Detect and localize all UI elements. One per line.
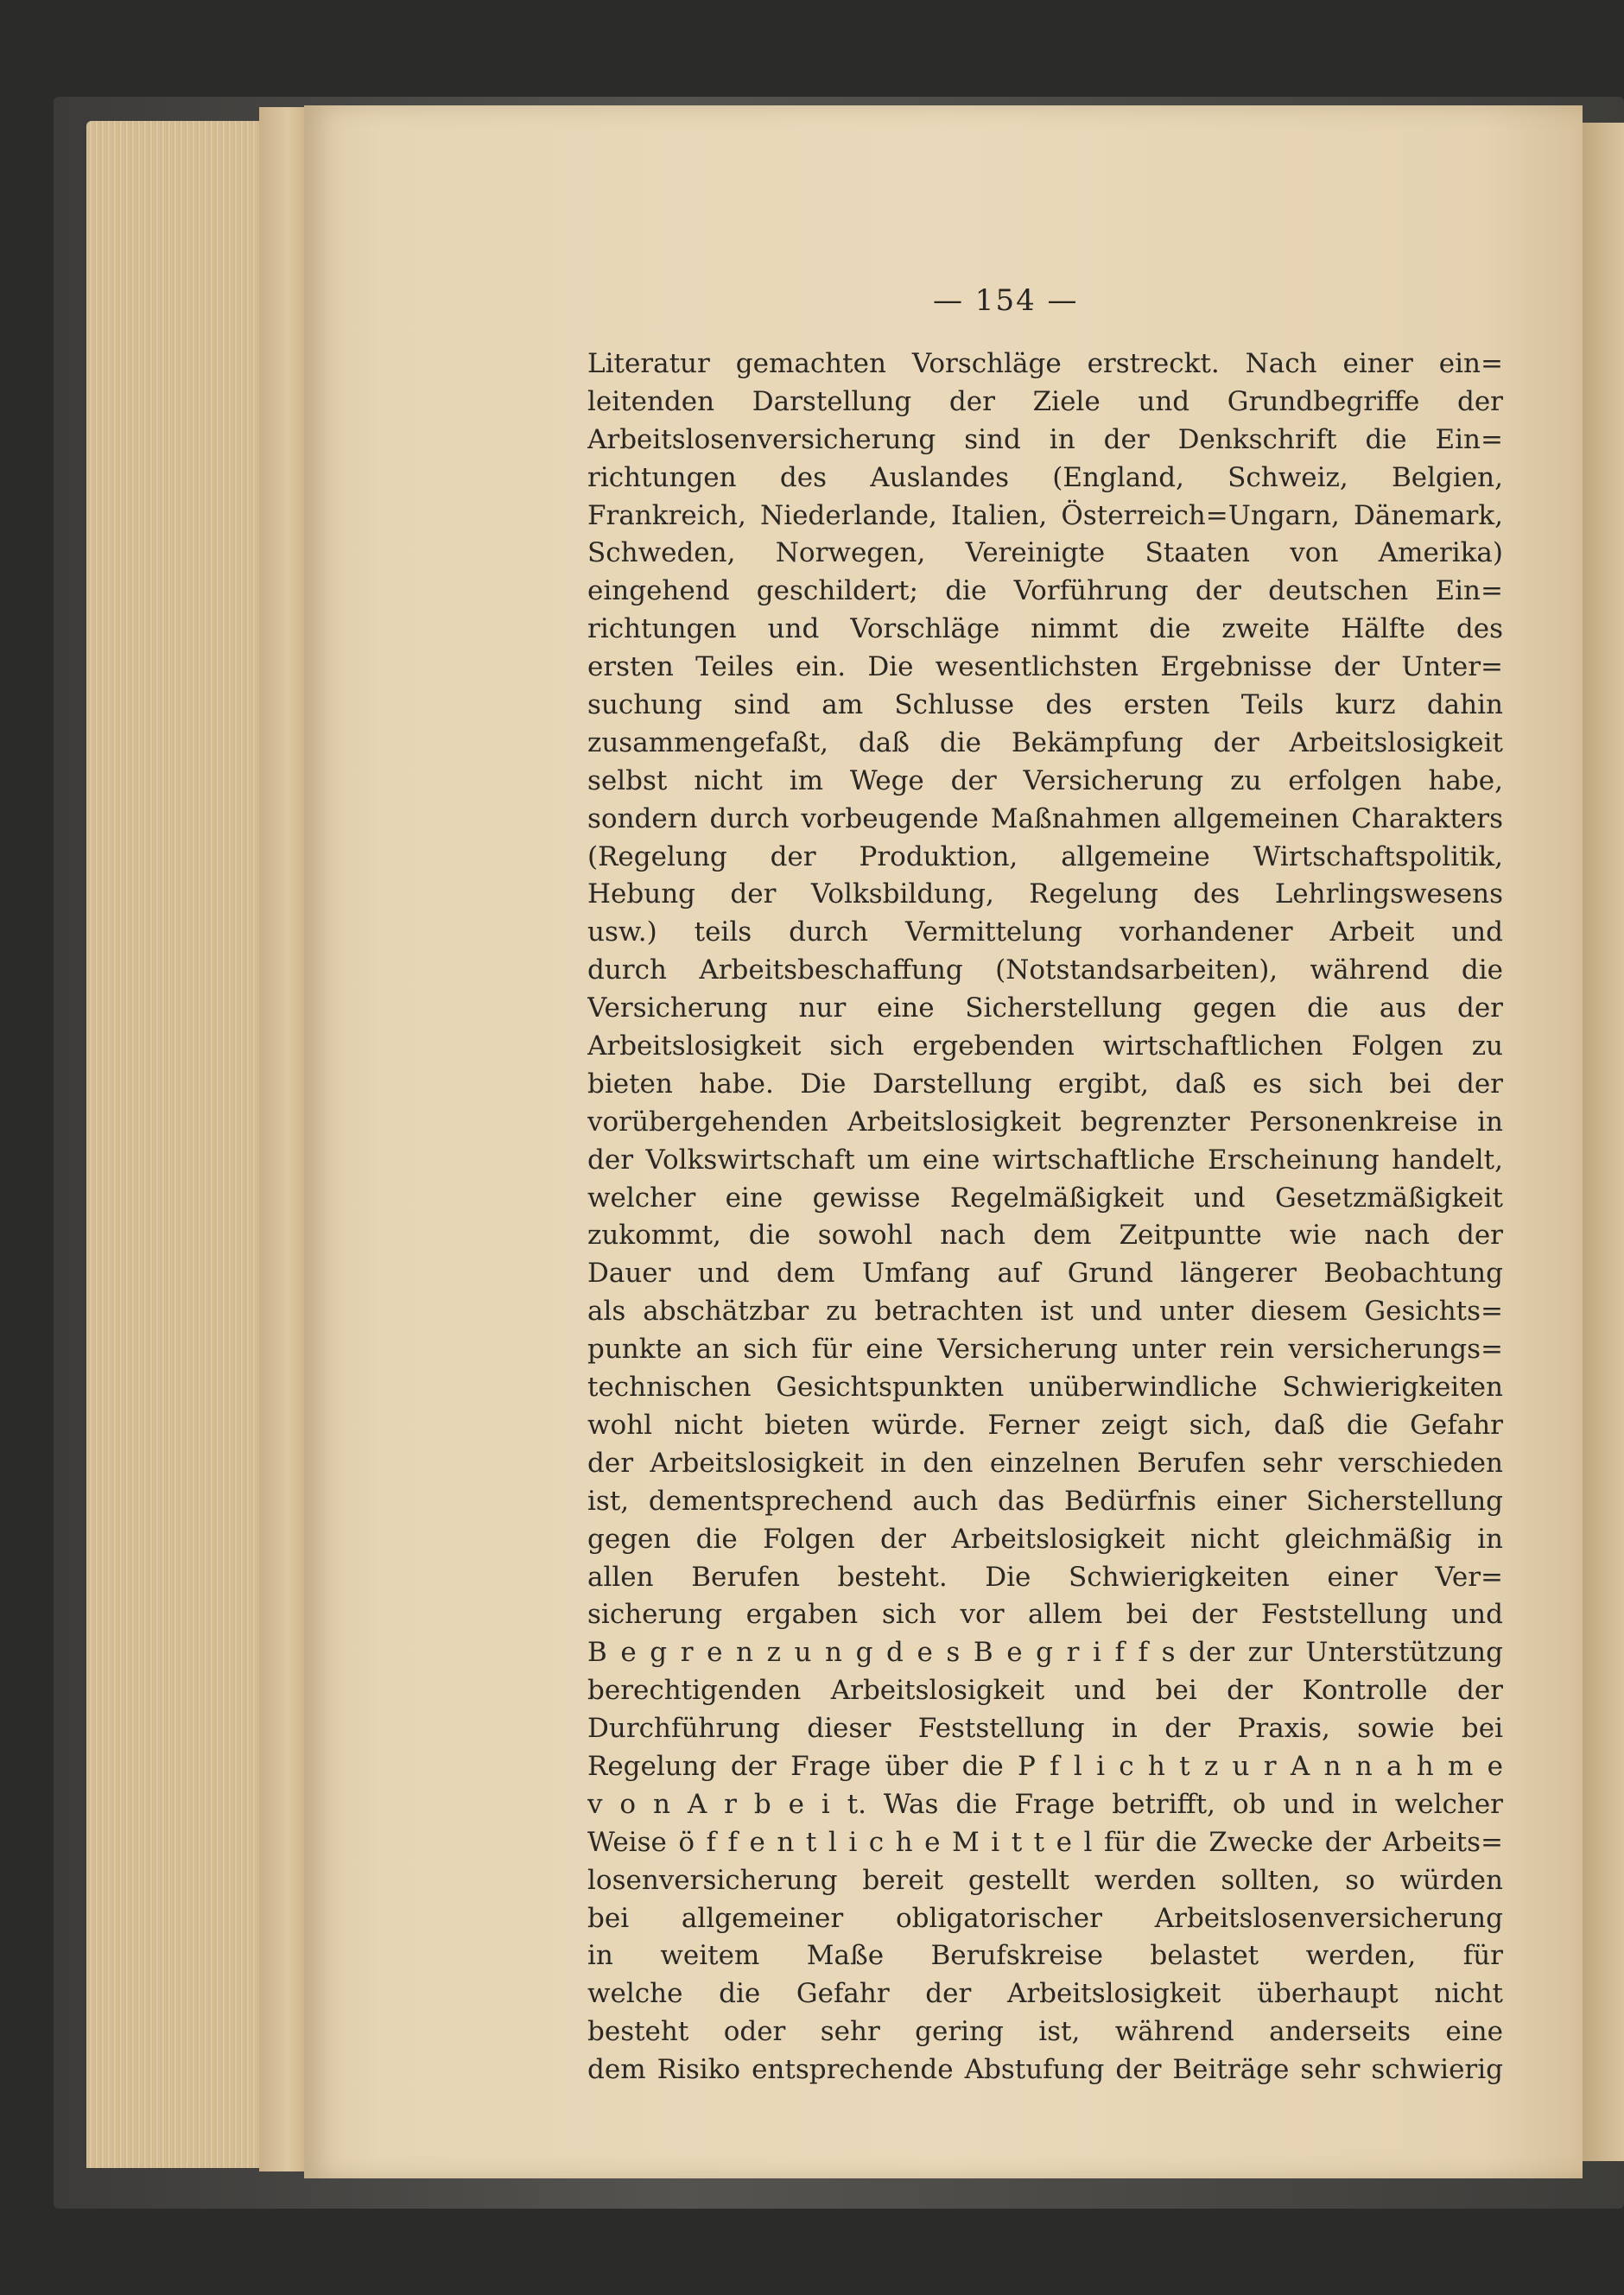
text-line: welche die Gefahr der Arbeitslosigkeit überhaupt nicht — [587, 1978, 1503, 2010]
text-line: Versicherung nur eine Sicherstellung gegen die aus der — [587, 992, 1503, 1024]
text-line: bieten habe. Die Darstellung ergibt, daß es sich bei der — [587, 1068, 1503, 1100]
text-line: der Volkswirtschaft um eine wirtschaftliche Erscheinung handelt, — [587, 1144, 1503, 1176]
text-line: sondern durch vorbeugende Maßnahmen allgemeinen Charakters — [587, 802, 1503, 834]
text-line: Schweden, Norwegen, Vereinigte Staaten von Amerika) — [587, 537, 1503, 569]
text-line: (Regelung der Produktion, allgemeine Wirtschaftspolitik, — [587, 840, 1503, 872]
text-line: allen Berufen besteht. Die Schwierigkeiten einer Ver= — [587, 1561, 1503, 1593]
text-line: durch Arbeitsbeschaffung (Notstandsarbeiten), während die — [587, 954, 1503, 986]
text-line: welcher eine gewisse Regelmäßigkeit und Gesetzmäßigkeit — [587, 1182, 1503, 1214]
text-line: bei allgemeiner obligatorischer Arbeitslosenversicherung — [587, 1902, 1503, 1934]
text-line: richtungen und Vorschläge nimmt die zweite Hälfte des — [587, 613, 1503, 645]
text-line: losenversicherung bereit gestellt werden sollten, so würden — [587, 1864, 1503, 1896]
text-line: besteht oder sehr gering ist, während anderseits eine — [587, 2016, 1503, 2048]
text-line: punkte an sich für eine Versicherung unter rein versicherungs= — [587, 1334, 1503, 1366]
text-line: leitenden Darstellung der Ziele und Grundbegriffe der — [587, 385, 1503, 417]
text-line: Regelung der Frage über die P f l i c h t z u r A n n a h m e — [587, 1750, 1503, 1782]
text-line: selbst nicht im Wege der Versicherung zu erfolgen habe, — [587, 764, 1503, 796]
text-line: in weitem Maße Berufskreise belastet werden, für — [587, 1940, 1503, 1972]
text-line: Hebung der Volksbildung, Regelung des Lehrlingswesens — [587, 878, 1503, 910]
text-line: dem Risiko entsprechende Abstufung der Beiträge sehr schwierig — [587, 2054, 1503, 2086]
text-line: Frankreich, Niederlande, Italien, Österreich=Ungarn, Dänemark, — [587, 499, 1503, 531]
text-line: Durchführung dieser Feststellung in der Praxis, sowie bei — [587, 1713, 1503, 1745]
text-line: usw.) teils durch Vermittelung vorhandener Arbeit und — [587, 916, 1503, 948]
body-text — [587, 346, 1503, 2089]
text-line: als abschätzbar zu betrachten ist und unter diesem Gesichts= — [587, 1296, 1503, 1328]
text-line: der Arbeitslosigkeit in den einzelnen Berufen sehr verschieden — [587, 1447, 1503, 1479]
facing-page-edge — [1579, 123, 1624, 2161]
text-line: zusammengefaßt, daß die Bekämpfung der Arbeitslosigkeit — [587, 726, 1503, 758]
text-line: Weise ö f f e n t l i c h e M i t t e l für die Zwecke der Arbeits= — [587, 1826, 1503, 1858]
text-line: sicherung ergaben sich vor allem bei der Feststellung und — [587, 1599, 1503, 1631]
text-line: ersten Teiles ein. Die wesentlichsten Ergebnisse der Unter= — [587, 651, 1503, 683]
text-line: richtungen des Auslandes (England, Schweiz, Belgien, — [587, 461, 1503, 493]
text-line: Literatur gemachten Vorschläge erstreckt. Nach einer ein= — [587, 348, 1503, 379]
text-line: wohl nicht bieten würde. Ferner zeigt sich, daß die Gefahr — [587, 1409, 1503, 1441]
text-line: berechtigenden Arbeitslosigkeit und bei der Kontrolle der — [587, 1675, 1503, 1707]
text-line: zukommt, die sowohl nach dem Zeitpuntte wie nach der — [587, 1220, 1503, 1252]
text-line: B e g r e n z u n g d e s B e g r i f f s der zur Unterstützung — [587, 1637, 1503, 1669]
text-line: technischen Gesichtspunkten unüberwindliche Schwierigkeiten — [587, 1372, 1503, 1404]
text-line: vorübergehenden Arbeitslosigkeit begrenzter Personenkreise in — [587, 1106, 1503, 1138]
text-line: Arbeitslosigkeit sich ergebenden wirtschaftlichen Folgen zu — [587, 1030, 1503, 1062]
text-line: gegen die Folgen der Arbeitslosigkeit nicht gleichmäßig in — [587, 1523, 1503, 1555]
text-line: Dauer und dem Umfang auf Grund längerer Beobachtung — [587, 1258, 1503, 1290]
text-line: v o n A r b e i t. Was die Frage betrifft, ob und in welcher — [587, 1788, 1503, 1820]
text-line: suchung sind am Schlusse des ersten Teils kurz dahin — [587, 689, 1503, 721]
page-gutter — [259, 107, 307, 2171]
page-number: — 154 — — [933, 283, 1079, 318]
text-line: Arbeitslosenversicherung sind in der Denkschrift die Ein= — [587, 423, 1503, 455]
text-line: ist, dementsprechend auch das Bedürfnis einer Sicherstellung — [587, 1485, 1503, 1517]
text-line: eingehend geschildert; die Vorführung der deutschen Ein= — [587, 575, 1503, 607]
